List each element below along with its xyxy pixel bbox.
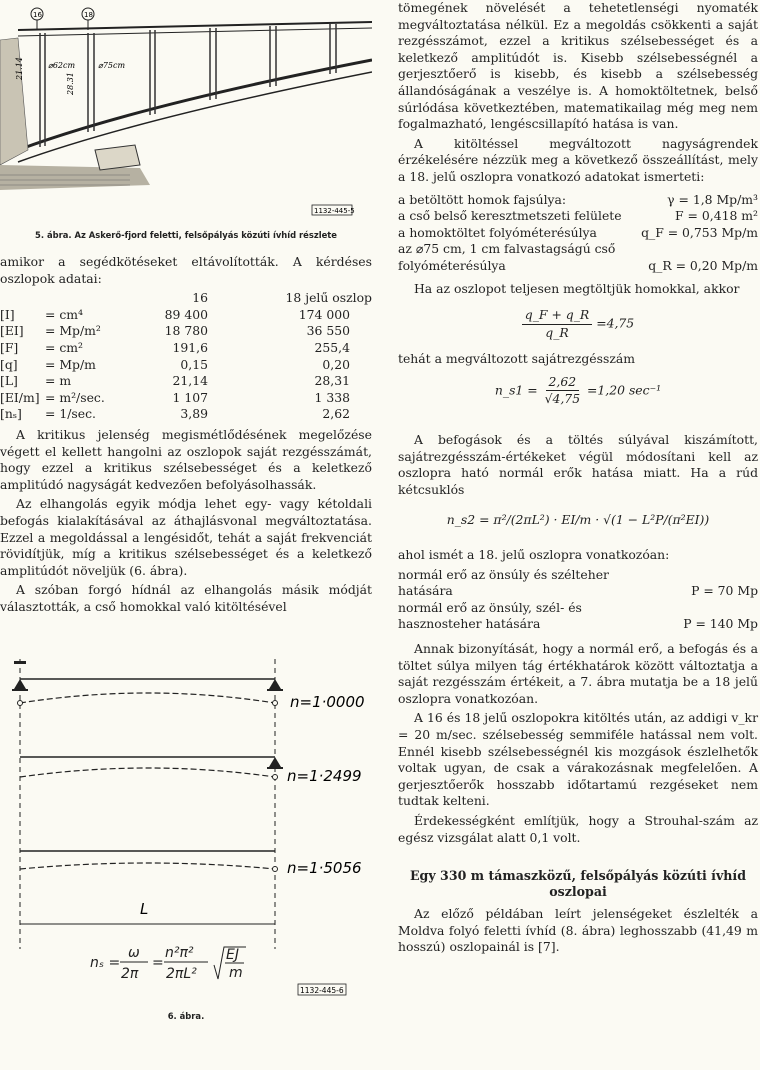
- right-p1: tömegének növelését a tehetetlenségi nyomaték megváltoztatása nélkül. Ez a megoldás csökkenti a saját rezgésszámot, ezzel a kritikus szélsebességet és a keletkező amplitúdót is. Kisebb szélsebességnél a gerjesztőerő is kisebb, és kisebb a szélsebesség állandóságának a veszélye is. A homoktöltetnek, belső súrlódása következtében, matematikailag még meg nem fogalmazható, lengéscsillapító hatása is van.: [398, 0, 758, 132]
- right-p9: Érdekességként említjük, hogy a Strouhal-szám az egész vizsgálat alatt 0,1 volt.: [398, 812, 758, 845]
- marker-16: 16: [33, 11, 42, 19]
- right-column: [398, 0, 758, 959]
- svg-text:=: =: [152, 955, 164, 972]
- diameter-62: ⌀62cm: [48, 61, 76, 70]
- fig6-tag: 1132-445-6: [300, 986, 344, 996]
- table-row: [EI] = Mp/m² 18 780 36 550: [0, 323, 350, 339]
- table-row: [F] = cm² 191,6 255,4: [0, 339, 350, 355]
- table-row: [q] = Mp/m 0,15 0,20: [0, 356, 350, 372]
- table-row: [I] = cm⁴ 89 400 174 000: [0, 306, 350, 322]
- table-header: 16: [192, 290, 208, 306]
- dim-28: 28.31: [66, 72, 75, 95]
- figure-5-caption: 5. ábra. Az Askerő-fjord feletti, felsőpályás közúti ívhíd részlete: [35, 230, 337, 240]
- figure-6-drawing: [0, 629, 372, 1009]
- formula-omega: ω: [128, 945, 140, 962]
- marker-18: 18: [84, 11, 93, 19]
- definition-row: a cső belső keresztmetszeti felülete F = 0,418 m²: [398, 208, 758, 224]
- right-p5: A befogások és a töltés súlyával kiszámított, sajátrezgésszám-értékeket végül módosítani kell az oszlopra ható normál erők hatása miatt. Ha a rúd kétcsuklós: [398, 432, 758, 497]
- right-p6: ahol ismét a 18. jelű oszlopra vonatkozóan:: [398, 547, 670, 563]
- left-column: [0, 0, 372, 1021]
- left-p3: Az elhangolás egyik módja lehet egy- vagy kétoldali befogás kialakításával az áthajlásvonal megváltoztatása. Ezzel a megoldással a lengésidőt, tehát a saját frekvenciát rövidítjük, míg a kritikus szélsebességet és a keletkező amplitúdót növeljük (6. ábra).: [0, 496, 372, 578]
- formula-m: m: [229, 965, 243, 982]
- right-p4: tehát a megváltozott sajátrezgésszám: [398, 351, 635, 367]
- fig5-tag: 1132-445-5: [314, 207, 355, 215]
- right-p3: Ha az oszlopot teljesen megtöltjük homokkal, akkor: [414, 280, 740, 296]
- equation-1: $\frac{q\_F + q\_R}{q\_R}$ =4,75: [398, 307, 758, 341]
- load-list: [398, 567, 758, 633]
- n-label-1: n=1·0000: [290, 693, 365, 712]
- table-row: [EI/m] = m²/sec. 1 107 1 338: [0, 389, 350, 405]
- definition-row: a homoktöltet folyóméterésúlya q_F = 0,753 Mp/m: [398, 224, 758, 240]
- span-label: L: [140, 900, 149, 919]
- table-row: [L] = m 21,14 28,31: [0, 373, 350, 389]
- figure-5-drawing: [0, 0, 372, 225]
- equation-2: n_s1 = $\frac{2,62}{√4,75}$ =1,20 sec⁻¹: [494, 373, 662, 407]
- formula-lhs: nₛ =: [90, 955, 121, 972]
- load-row: normál erő az önsúly és szélteher hatására P = 70 Mp: [398, 566, 758, 599]
- formula-2piL: 2πL²: [166, 966, 197, 983]
- formula-2pi: 2π: [121, 966, 139, 983]
- load-row: normál erő az önsúly, szél- és hasznosteher hatására P = 140 Mp: [398, 599, 758, 632]
- table-header-row: [0, 290, 372, 307]
- left-p1: amikor a segédkötéseket eltávolították. A kérdéses oszlopok adatai:: [0, 254, 372, 286]
- section-heading: Egy 330 m támaszközű, felsőpályás közúti ívhíd oszlopai: [409, 868, 747, 900]
- formula-EJ: EJ: [226, 947, 239, 964]
- table-header: 18 jelű oszlop: [285, 290, 372, 306]
- n-label-3: n=1·5056: [287, 859, 362, 878]
- left-p4: A szóban forgó hídnál az elhangolás másik módját választották, a cső homokkal való kitöltésével: [0, 582, 372, 614]
- n-label-2: n=1·2499: [287, 767, 362, 786]
- definition-row: az ⌀75 cm, 1 cm falvastagságú cső folyóméterésúlya q_R = 0,20 Mp/m: [398, 241, 758, 273]
- table-row: [nₛ] = 1/sec. 3,89 2,62: [0, 406, 350, 422]
- figure-6-caption: 6. ábra.: [167, 1011, 205, 1022]
- dim-21: 21.14: [15, 57, 24, 80]
- left-p2: A kritikus jelenség megismétlődésének megelőzése végett el kellett hangolni az oszlopok saját rezgésszámát, hogy ezzel a kritikus szélsebességet és a keletkező amplitúdó nagyságát kedvezően befolyásolhassák.: [0, 426, 372, 492]
- right-p7: Annak bizonyítását, hogy a normál erő, a befogás és a töltet súlya milyen tág értékhatárok között változtatja a saját rezgésszám értékeit, a 7. ábra mutatja be a 18 jelű oszlopra vonatkozóan.: [398, 641, 758, 706]
- diameter-75: ⌀75cm: [98, 61, 126, 70]
- right-p2: A kitöltéssel megváltozott nagyságrendek érzékelésére nézzük meg a következő összeállítást, mely a 18. jelű oszlopra vonatkozó adatokat ismerteti:: [398, 135, 758, 184]
- column-data-table: [0, 290, 372, 423]
- formula-npi: n²π²: [165, 945, 194, 962]
- equation-3: n_s2 = π²/(2πL²) · EI/m · √(1 − L²P/(π²EI)): [446, 512, 710, 528]
- definition-row: a betöltött homok fajsúlya: γ = 1,8 Mp/m³: [398, 191, 758, 207]
- right-p8: A 16 és 18 jelű oszlopokra kitöltés után, az addigi v_kr = 20 m/sec. szélsebesség semmiféle hatással nem volt. Ennél kisebb szélsebességnél kis mozgások észlelhetők voltak ugyan, de csak a várakozásnak megfelelően. A gerjesztőerők hosszabb időtartamú rezgéseket nem tudtak kelteni.: [398, 710, 758, 809]
- definition-list: [398, 192, 758, 275]
- right-p10: Az előző példában leírt jelenségeket észlelték a Moldva folyó feletti ívhíd (8. ábra) leghosszabb (41,49 m hosszú) oszlopainál is [7].: [398, 906, 758, 955]
